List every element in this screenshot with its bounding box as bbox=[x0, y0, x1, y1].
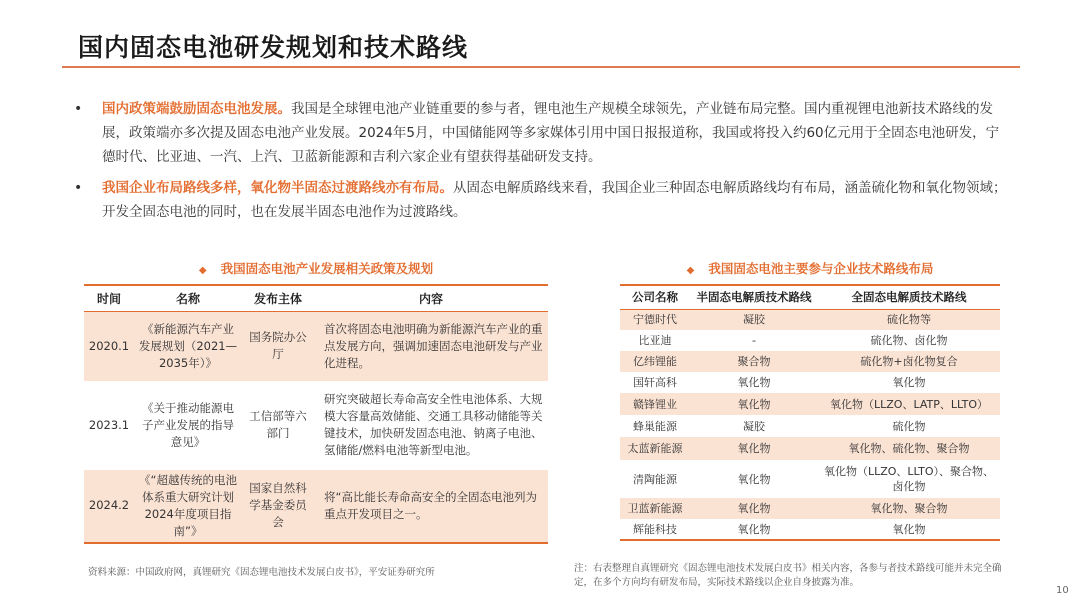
bullet-item bbox=[72, 176, 1012, 224]
bullet-dot-icon: • bbox=[74, 101, 83, 117]
company-table-title bbox=[620, 258, 1000, 280]
cell-full: 硫化物等 bbox=[818, 309, 1000, 330]
cell-semi: 氧化物 bbox=[737, 472, 771, 486]
cell-semi: 氧化物 bbox=[690, 393, 818, 415]
cell-issuer: 工信部等六部门 bbox=[242, 381, 314, 469]
cell-full: 氧化物、聚合物 bbox=[818, 498, 1000, 519]
table-row bbox=[84, 311, 548, 381]
bullet-dot-icon: • bbox=[74, 180, 83, 196]
cell-company: 清陶能源 bbox=[633, 472, 677, 486]
right-table-note: 注：右表整理自真锂研究《固态锂电池技术发展白皮书》相关内容，各参与者技术路线可能并未完全确定，在多个方向均有研发布局，实际技术路线以企业自身披露为准。 bbox=[574, 563, 1002, 588]
cell-company: 亿纬锂能 bbox=[620, 351, 690, 372]
table-row bbox=[84, 381, 548, 469]
cell-full: 硫化物、卤化物 bbox=[870, 334, 948, 347]
diamond-icon: ◆ bbox=[198, 265, 207, 276]
cell-company: 比亚迪 bbox=[638, 334, 672, 347]
table-row bbox=[620, 372, 1000, 393]
policy-table-title-text: 我国固态电池产业发展相关政策及规划 bbox=[220, 261, 434, 276]
page-title: 国内固态电池研发规划和技术路线 bbox=[78, 33, 469, 62]
cell-company: 宁德时代 bbox=[620, 309, 690, 330]
bullet-highlight: 国内政策端鼓励固态电池发展。 bbox=[102, 101, 291, 117]
cell-full: 氧化物（LLZO、LLTO）、聚合物、卤化物 bbox=[823, 465, 995, 493]
cell-company: 辉能科技 bbox=[620, 519, 690, 540]
cell-full: 氧化物、硫化物、聚合物 bbox=[818, 437, 1000, 460]
cell-company: 太蓝新能源 bbox=[620, 437, 690, 460]
cell-semi: - bbox=[752, 334, 756, 347]
cell-name: 《关于推动能源电子产业发展的指导意见》 bbox=[134, 381, 242, 469]
table-row bbox=[84, 469, 548, 543]
table-row bbox=[620, 330, 1000, 351]
cell-semi: 凝胶 bbox=[690, 309, 818, 330]
cell-semi: 氧化物 bbox=[690, 498, 818, 519]
source-note: 资料来源：中国政府网，真锂研究《固态锂电池技术发展白皮书》，平安证券研究所 bbox=[88, 567, 435, 578]
bullet-text: 我国是全球锂电池产业链重要的参与者，锂电池生产规模全球领先，产业链布局完整。国内重视锂电池新技术路线的发展，政策端亦多次提及固态电池产业发展。2024年5月，中国储能网等多家媒体引用中国日报报道称，我国或将投入约60亿元用于全固态电池研发，宁德时代、比亚迪、一汽、上汽、卫蓝新能源和吉利六家企业有望获得基础研发支持。 bbox=[102, 101, 1000, 165]
cell-issuer: 国家自然科学基金委员会 bbox=[242, 469, 314, 543]
policy-table-block bbox=[84, 258, 548, 544]
table-row bbox=[620, 498, 1000, 519]
table-row bbox=[620, 309, 1000, 330]
cell-name: 《新能源汽车产业发展规划（2021—2035年）》 bbox=[134, 311, 242, 381]
table-row bbox=[620, 460, 1000, 498]
cell-time: 2024.2 bbox=[84, 469, 134, 543]
cell-semi: 氧化物 bbox=[737, 376, 771, 389]
column-header: 名称 bbox=[134, 285, 242, 311]
table-row bbox=[620, 393, 1000, 415]
cell-time: 2020.1 bbox=[84, 311, 134, 381]
bullet-item bbox=[72, 97, 1012, 169]
column-header: 半固态电解质技术路线 bbox=[690, 285, 818, 309]
column-header: 发布主体 bbox=[242, 285, 314, 311]
cell-company: 赣锋锂业 bbox=[620, 393, 690, 415]
bullet-text: 从固态电解质路线来看，我国企业三种固态电解质路线均有布局，涵盖硫化物和氧化物领域；开发全固态电池的同时，也在发展半固态电池作为过渡路线。 bbox=[102, 180, 1007, 220]
column-header: 内容 bbox=[314, 285, 548, 311]
cell-semi: 凝胶 bbox=[743, 419, 765, 433]
cell-time: 2023.1 bbox=[84, 381, 134, 469]
column-header: 时间 bbox=[84, 285, 134, 311]
column-header: 公司名称 bbox=[620, 285, 690, 309]
cell-full: 氧化物 bbox=[818, 519, 1000, 540]
company-table-title-text: 我国固态电池主要参与企业技术路线布局 bbox=[708, 261, 934, 276]
cell-content: 首次将固态电池明确为新能源汽车产业的重点发展方向，强调加速固态电池研发与产业化进程。 bbox=[314, 311, 548, 381]
diamond-icon: ◆ bbox=[686, 265, 695, 276]
bullet-highlight: 我国企业布局路线多样，氧化物半固态过渡路线亦有布局。 bbox=[102, 180, 453, 196]
cell-content: 将“高比能长寿命高安全的全固态电池列为重点开发项目之一。 bbox=[314, 469, 548, 543]
title-divider bbox=[62, 66, 1020, 68]
table-row bbox=[620, 437, 1000, 460]
cell-company: 卫蓝新能源 bbox=[620, 498, 690, 519]
column-header: 全固态电解质技术路线 bbox=[818, 285, 1000, 309]
table-row bbox=[620, 351, 1000, 372]
cell-semi: 聚合物 bbox=[690, 351, 818, 372]
cell-content: 研究突破超长寿命高安全性电池体系、大规模大容量高效储能、交通工具移动储能等关键技术，加快研发固态电池、钠离子电池、氢储能/燃料电池等新型电池。 bbox=[314, 381, 548, 469]
policy-table bbox=[84, 284, 548, 544]
company-route-table-block bbox=[620, 258, 1000, 541]
policy-table-title bbox=[84, 258, 548, 280]
cell-company: 国轩高科 bbox=[633, 376, 677, 389]
cell-semi: 氧化物 bbox=[690, 519, 818, 540]
table-row bbox=[620, 519, 1000, 540]
table-row bbox=[620, 415, 1000, 437]
cell-company: 蜂巢能源 bbox=[633, 419, 677, 433]
cell-issuer: 国务院办公厅 bbox=[242, 311, 314, 381]
company-route-table bbox=[620, 284, 1000, 541]
cell-full: 硫化物 bbox=[892, 419, 926, 433]
cell-name: 《“超越传统的电池体系重大研究计划2024年度项目指南”》 bbox=[134, 469, 242, 543]
bullet-list bbox=[72, 97, 1012, 231]
page-number: 10 bbox=[1056, 585, 1069, 596]
cell-full: 氧化物 bbox=[892, 376, 926, 389]
cell-semi: 氧化物 bbox=[690, 437, 818, 460]
cell-full: 硫化物+卤化物复合 bbox=[818, 351, 1000, 372]
cell-full: 氧化物（LLZO、LATP、LLTO） bbox=[818, 393, 1000, 415]
